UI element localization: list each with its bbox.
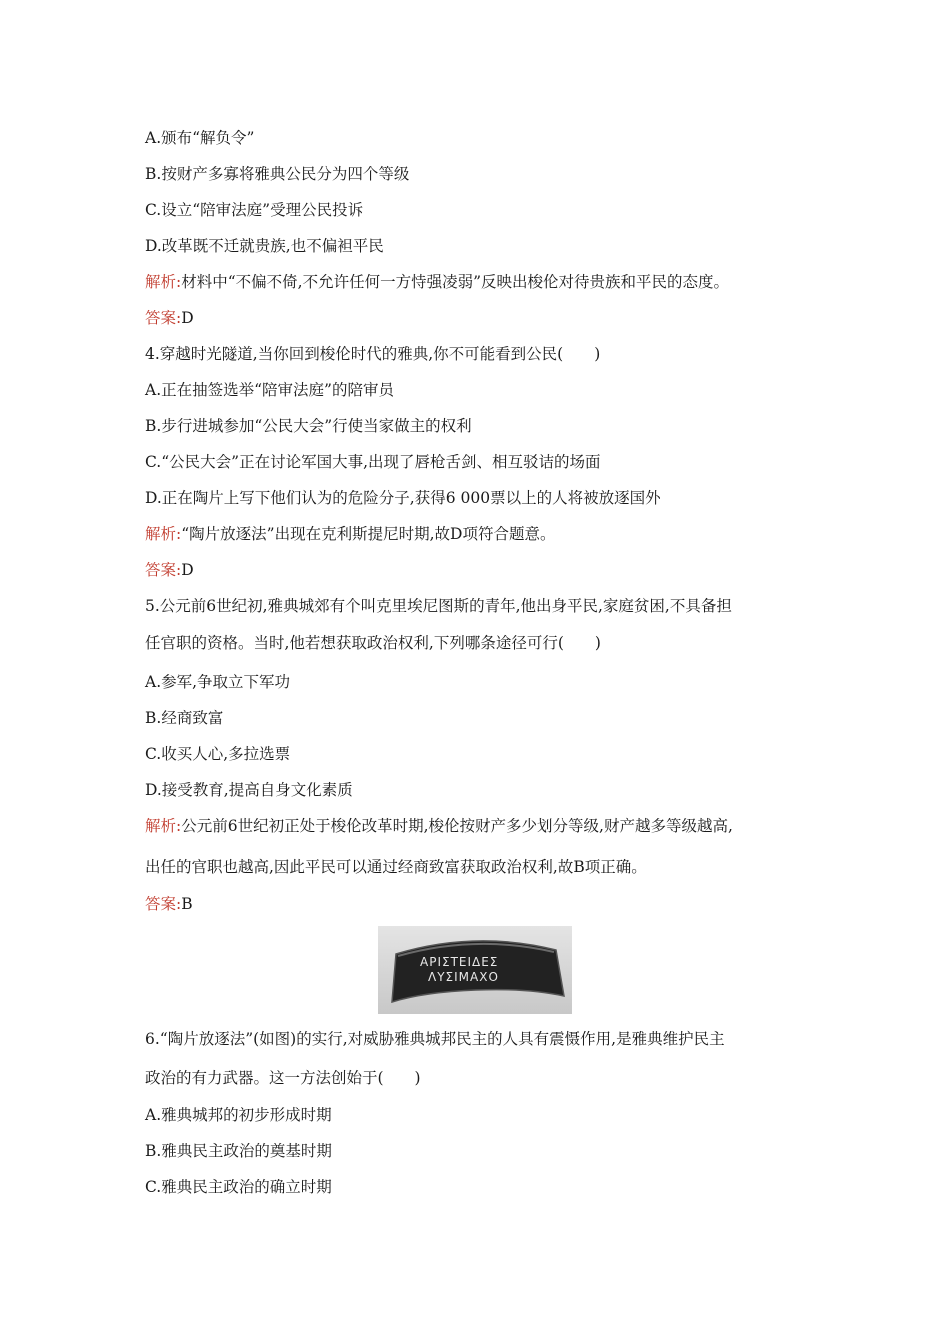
q3-option-a: A.颁布“解负令”	[145, 129, 255, 147]
q4-option-c: C.“公民大会”正在讨论军国大事,出现了唇枪舌剑、相互驳诘的场面	[145, 453, 601, 471]
q4-option-a: A.正在抽签选举“陪审法庭”的陪审员	[145, 381, 394, 399]
q4-analysis	[145, 524, 555, 544]
analysis-text: 公元前6世纪初正处于梭伦改革时期,梭伦按财产多少划分等级,财产越多等级越高,	[181, 817, 733, 835]
q5-option-a: A.参军,争取立下军功	[145, 673, 291, 691]
q4-answer	[145, 560, 194, 580]
q5-option-d: D.接受教育,提高自身文化素质	[145, 781, 353, 799]
q3-option-d: D.改革既不迁就贵族,也不偏袒平民	[145, 237, 384, 255]
q3-option-c: C.设立“陪审法庭”受理公民投诉	[145, 201, 364, 219]
ostracon-inscription-line2: ΛΥΣΙΜΑΧΟ	[428, 970, 499, 984]
answer-label: 答案:	[145, 895, 182, 913]
analysis-label: 解析:	[145, 817, 182, 835]
q5-option-c: C.收买人心,多拉选票	[145, 745, 291, 763]
ostracon-photo	[378, 926, 572, 1014]
answer-text: D	[181, 561, 194, 579]
q5-analysis-line2: 出任的官职也越高,因此平民可以通过经商致富获取政治权利,故B项正确。	[145, 858, 647, 876]
q5-analysis-line1	[145, 816, 733, 836]
q6-option-b: B.雅典民主政治的奠基时期	[145, 1142, 332, 1160]
q4-option-b: B.步行进城参加“公民大会”行使当家做主的权利	[145, 417, 472, 435]
analysis-text: 材料中“不偏不倚,不允许任何一方恃强凌弱”反映出梭伦对待贵族和平民的态度。	[181, 273, 730, 291]
q4-stem: 4.穿越时光隧道,当你回到梭伦时代的雅典,你不可能看到公民( )	[145, 345, 601, 363]
q6-option-a: A.雅典城邦的初步形成时期	[145, 1106, 332, 1124]
answer-text: B	[181, 895, 193, 913]
answer-label: 答案:	[145, 309, 182, 327]
q5-answer	[145, 894, 193, 914]
q5-stem-line2: 任官职的资格。当时,他若想获取政治权利,下列哪条途径可行( )	[145, 634, 601, 652]
analysis-label: 解析:	[145, 525, 182, 543]
ostracon-inscription-line1: ΑΡΙΣΤΕΙΔΕΣ	[420, 955, 499, 969]
q6-stem-line2: 政治的有力武器。这一方法创始于( )	[145, 1069, 421, 1087]
q6-stem-line1: 6.“陶片放逐法”(如图)的实行,对威胁雅典城邦民主的人具有震慑作用,是雅典维护民主	[145, 1030, 725, 1048]
q6-option-c: C.雅典民主政治的确立时期	[145, 1178, 332, 1196]
q5-stem-line1: 5.公元前6世纪初,雅典城郊有个叫克里埃尼图斯的青年,他出身平民,家庭贫困,不具备担	[145, 597, 732, 615]
answer-text: D	[181, 309, 194, 327]
answer-label: 答案:	[145, 561, 182, 579]
analysis-text: “陶片放逐法”出现在克利斯提尼时期,故D项符合题意。	[181, 525, 556, 543]
q4-option-d: D.正在陶片上写下他们认为的危险分子,获得6 000票以上的人将被放逐国外	[145, 489, 661, 507]
q5-option-b: B.经商致富	[145, 709, 224, 727]
q3-option-b: B.按财产多寡将雅典公民分为四个等级	[145, 165, 410, 183]
analysis-label: 解析:	[145, 273, 182, 291]
q3-answer	[145, 308, 194, 328]
q3-analysis	[145, 272, 729, 292]
